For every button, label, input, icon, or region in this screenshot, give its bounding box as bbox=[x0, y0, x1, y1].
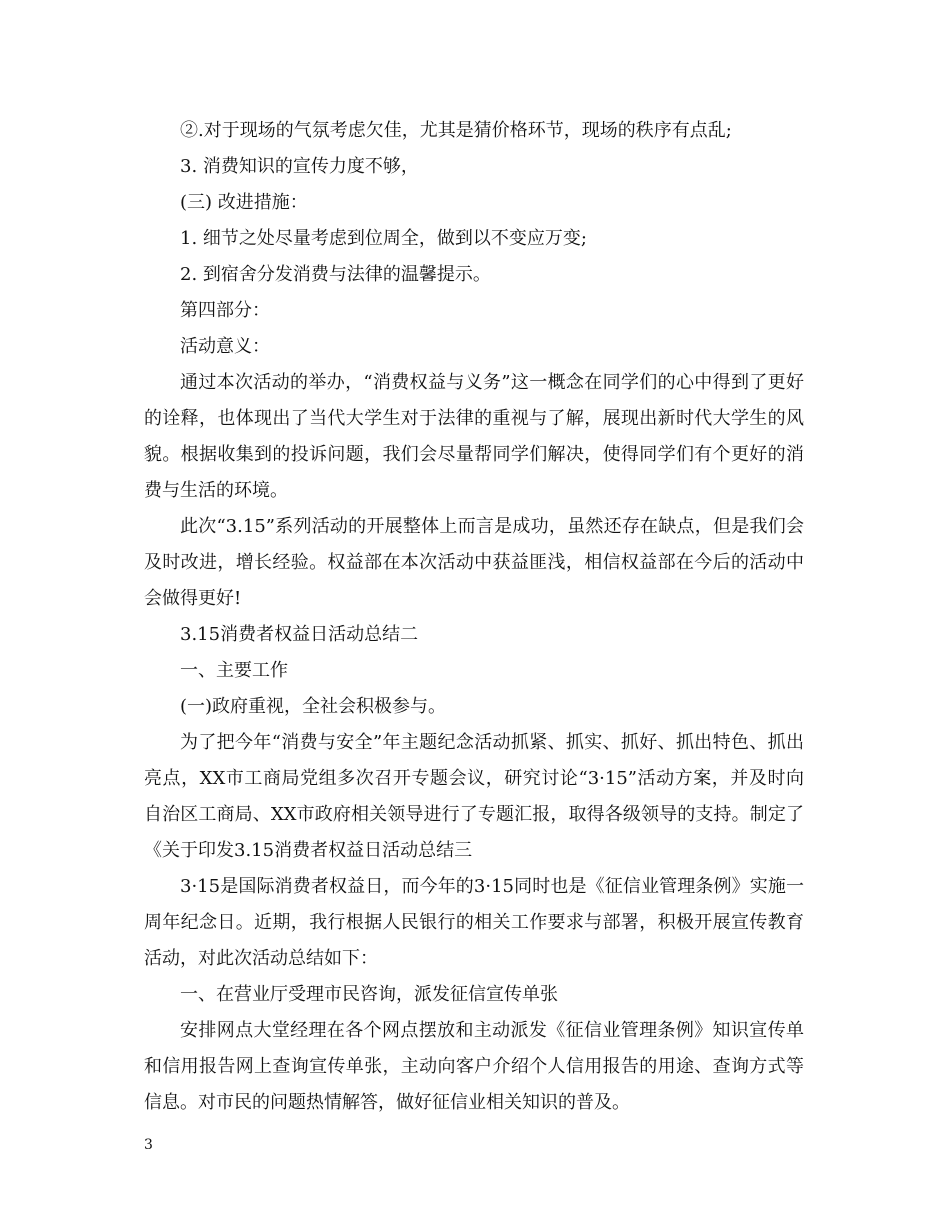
paragraph-summary-315: 此次“3.15”系列活动的开展整体上而言是成功，虽然还存在缺点，但是我们会及时改进，增长经验。权益部在本次活动中获益匪浅，相信权益部在今后的活动中会做得更好! bbox=[144, 516, 804, 609]
paragraph-activity-significance: 通过本次活动的举办，“消费权益与义务”这一概念在同学们的心中得到了更好的诠释，也体现出了当代大学生对于法律的重视与了解，展现出新时代大学生的风貌。根据收集到的投诉问题，我们会尽量帮同学们解决，使得同学们有个更好的消费与生活的环境。 bbox=[144, 372, 804, 501]
section-heading: 第四部分： bbox=[180, 300, 270, 321]
paragraph-leaflets: 安排网点大堂经理在各个网点摆放和主动派发《征信业管理条例》知识宣传单和信用报告网上查询宣传单张，主动向客户介绍个人信用报告的用途、查询方式等信息。对市民的问题热情解答，做好征信业相关知识的普及。 bbox=[144, 1020, 804, 1113]
paragraph-2: 3. 消费知识的宣传力度不够， bbox=[180, 156, 419, 177]
document-body bbox=[144, 113, 804, 1121]
government-heading: (一)政府重视，全社会积极参与。 bbox=[180, 696, 447, 717]
paragraph-theme-activity: 为了把今年“消费与安全”年主题纪念活动抓紧、抓实、抓好、抓出特色、抓出亮点，XX市工商局党组多次召开专题会议，研究讨论“3·15”活动方案，并及时向自治区工商局、XX市政府相关领导进行了专题汇报，取得各级领导的支持。制定了《关于印发3.15消费者权益日活动总结三 bbox=[144, 732, 804, 861]
main-work-heading: 一、主要工作 bbox=[180, 660, 288, 681]
paragraph-1: ②.对于现场的气氛考虑欠佳，尤其是猜价格环节，现场的秩序有点乱; bbox=[180, 120, 732, 141]
summary-two-title: 3.15消费者权益日活动总结二 bbox=[180, 624, 419, 645]
paragraph-3: (三) 改进措施： bbox=[180, 192, 308, 213]
paragraph-4: 1. 细节之处尽量考虑到位周全，做到以不变应万变; bbox=[180, 228, 587, 249]
paragraph-5: 2. 到宿舍分发消费与法律的温馨提示。 bbox=[180, 264, 491, 285]
paragraph-credit-anniversary: 3·15是国际消费者权益日，而今年的3·15同时也是《征信业管理条例》实施一周年纪念日。近期，我行根据人民银行的相关工作要求与部署，积极开展宣传教育活动，对此次活动总结如下： bbox=[144, 876, 804, 969]
subheading-activity-significance: 活动意义： bbox=[180, 336, 270, 357]
business-hall-heading: 一、在营业厅受理市民咨询，派发征信宣传单张 bbox=[180, 984, 558, 1005]
page-number: 3 bbox=[144, 1137, 153, 1153]
